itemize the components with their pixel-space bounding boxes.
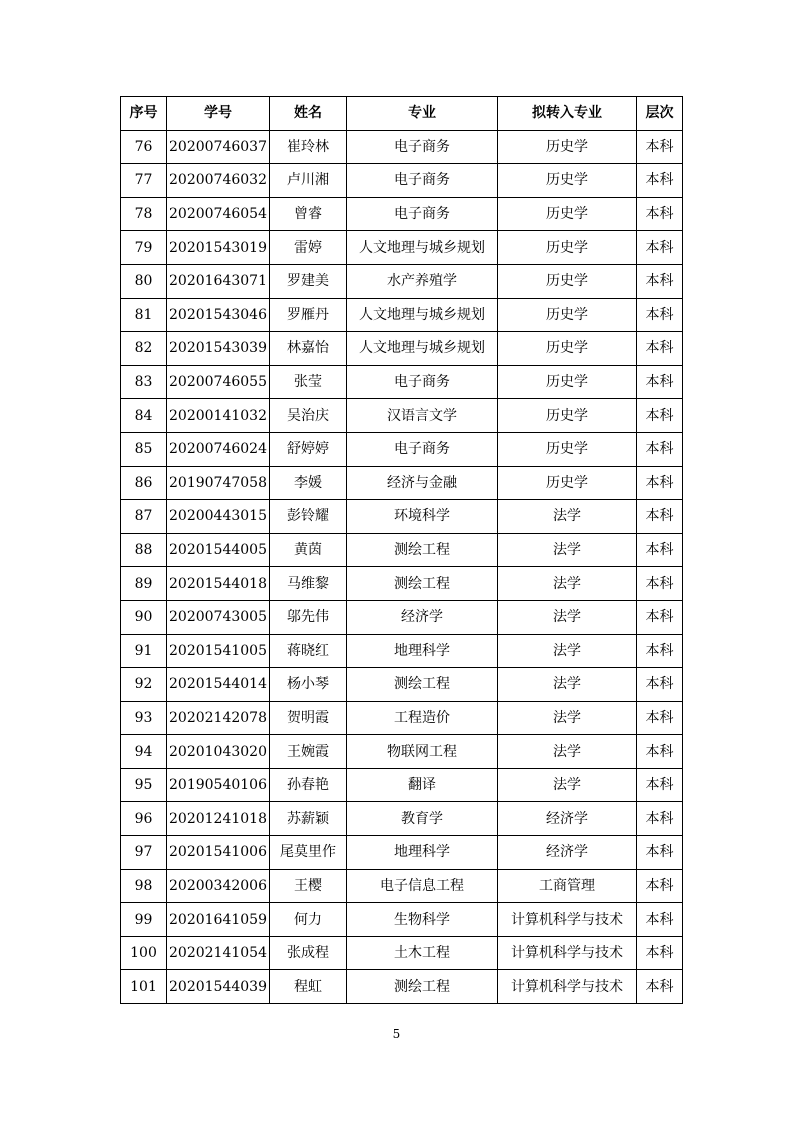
table-row bbox=[121, 903, 683, 937]
cell-student-id: 20201543046 bbox=[167, 298, 270, 332]
cell-serial-number: 79 bbox=[121, 231, 167, 265]
page-number: 5 bbox=[392, 1027, 401, 1041]
cell-level: 本科 bbox=[637, 936, 683, 970]
cell-serial-number: 100 bbox=[121, 936, 167, 970]
cell-target-major: 历史学 bbox=[498, 365, 637, 399]
cell-name: 尾莫里作 bbox=[270, 836, 347, 870]
cell-name: 蒋晓红 bbox=[270, 634, 347, 668]
cell-serial-number: 77 bbox=[121, 164, 167, 198]
cell-target-major: 法学 bbox=[498, 600, 637, 634]
cell-serial-number: 97 bbox=[121, 836, 167, 870]
cell-serial-number: 101 bbox=[121, 970, 167, 1004]
student-transfer-table bbox=[120, 96, 683, 1004]
cell-serial-number: 89 bbox=[121, 567, 167, 601]
cell-student-id: 20201543039 bbox=[167, 332, 270, 366]
cell-target-major: 计算机科学与技术 bbox=[498, 936, 637, 970]
cell-major: 电子商务 bbox=[347, 164, 498, 198]
cell-target-major: 法学 bbox=[498, 500, 637, 534]
table-row bbox=[121, 802, 683, 836]
table-row bbox=[121, 768, 683, 802]
cell-level: 本科 bbox=[637, 533, 683, 567]
cell-level: 本科 bbox=[637, 264, 683, 298]
cell-serial-number: 85 bbox=[121, 432, 167, 466]
cell-level: 本科 bbox=[637, 231, 683, 265]
table-row bbox=[121, 936, 683, 970]
cell-target-major: 历史学 bbox=[498, 231, 637, 265]
cell-major: 电子信息工程 bbox=[347, 869, 498, 903]
cell-target-major: 计算机科学与技术 bbox=[498, 903, 637, 937]
cell-name: 张成程 bbox=[270, 936, 347, 970]
cell-name: 黄茵 bbox=[270, 533, 347, 567]
cell-target-major: 法学 bbox=[498, 768, 637, 802]
cell-major: 物联网工程 bbox=[347, 735, 498, 769]
cell-level: 本科 bbox=[637, 634, 683, 668]
cell-name: 罗雁丹 bbox=[270, 298, 347, 332]
cell-major: 地理科学 bbox=[347, 836, 498, 870]
cell-serial-number: 86 bbox=[121, 466, 167, 500]
header-major: 专业 bbox=[347, 97, 498, 131]
table-row bbox=[121, 432, 683, 466]
cell-target-major: 历史学 bbox=[498, 130, 637, 164]
cell-student-id: 20200746037 bbox=[167, 130, 270, 164]
cell-serial-number: 81 bbox=[121, 298, 167, 332]
cell-level: 本科 bbox=[637, 869, 683, 903]
cell-level: 本科 bbox=[637, 735, 683, 769]
table-row bbox=[121, 701, 683, 735]
cell-level: 本科 bbox=[637, 668, 683, 702]
cell-student-id: 20201541005 bbox=[167, 634, 270, 668]
cell-name: 舒婷婷 bbox=[270, 432, 347, 466]
cell-major: 工程造价 bbox=[347, 701, 498, 735]
cell-major: 土木工程 bbox=[347, 936, 498, 970]
table-row bbox=[121, 869, 683, 903]
cell-level: 本科 bbox=[637, 903, 683, 937]
cell-student-id: 20190540106 bbox=[167, 768, 270, 802]
cell-serial-number: 98 bbox=[121, 869, 167, 903]
cell-target-major: 历史学 bbox=[498, 332, 637, 366]
cell-serial-number: 93 bbox=[121, 701, 167, 735]
cell-major: 环境科学 bbox=[347, 500, 498, 534]
header-level: 层次 bbox=[637, 97, 683, 131]
table-row bbox=[121, 231, 683, 265]
cell-name: 王樱 bbox=[270, 869, 347, 903]
table-row bbox=[121, 836, 683, 870]
cell-target-major: 法学 bbox=[498, 701, 637, 735]
table-row bbox=[121, 970, 683, 1004]
cell-serial-number: 76 bbox=[121, 130, 167, 164]
cell-major: 测绘工程 bbox=[347, 668, 498, 702]
cell-major: 测绘工程 bbox=[347, 567, 498, 601]
table-row bbox=[121, 298, 683, 332]
cell-name: 卢川湘 bbox=[270, 164, 347, 198]
cell-major: 人文地理与城乡规划 bbox=[347, 332, 498, 366]
cell-level: 本科 bbox=[637, 567, 683, 601]
cell-level: 本科 bbox=[637, 466, 683, 500]
cell-level: 本科 bbox=[637, 164, 683, 198]
cell-target-major: 法学 bbox=[498, 668, 637, 702]
cell-level: 本科 bbox=[637, 836, 683, 870]
cell-student-id: 20200746055 bbox=[167, 365, 270, 399]
cell-major: 电子商务 bbox=[347, 130, 498, 164]
cell-major: 经济学 bbox=[347, 600, 498, 634]
cell-student-id: 20200141032 bbox=[167, 399, 270, 433]
cell-student-id: 20201544005 bbox=[167, 533, 270, 567]
cell-major: 地理科学 bbox=[347, 634, 498, 668]
cell-target-major: 法学 bbox=[498, 567, 637, 601]
cell-major: 经济与金融 bbox=[347, 466, 498, 500]
cell-major: 汉语言文学 bbox=[347, 399, 498, 433]
cell-student-id: 20200743005 bbox=[167, 600, 270, 634]
cell-serial-number: 78 bbox=[121, 197, 167, 231]
cell-name: 崔玲林 bbox=[270, 130, 347, 164]
cell-major: 人文地理与城乡规划 bbox=[347, 231, 498, 265]
cell-name: 苏薪颖 bbox=[270, 802, 347, 836]
cell-serial-number: 96 bbox=[121, 802, 167, 836]
cell-serial-number: 94 bbox=[121, 735, 167, 769]
cell-name: 马维黎 bbox=[270, 567, 347, 601]
cell-student-id: 20190747058 bbox=[167, 466, 270, 500]
cell-student-id: 20201643071 bbox=[167, 264, 270, 298]
cell-level: 本科 bbox=[637, 600, 683, 634]
cell-level: 本科 bbox=[637, 298, 683, 332]
cell-major: 生物科学 bbox=[347, 903, 498, 937]
cell-major: 电子商务 bbox=[347, 197, 498, 231]
cell-student-id: 20201043020 bbox=[167, 735, 270, 769]
cell-target-major: 法学 bbox=[498, 735, 637, 769]
cell-target-major: 历史学 bbox=[498, 432, 637, 466]
cell-name: 贺明霞 bbox=[270, 701, 347, 735]
cell-major: 教育学 bbox=[347, 802, 498, 836]
cell-level: 本科 bbox=[637, 197, 683, 231]
header-target-major: 拟转入专业 bbox=[498, 97, 637, 131]
cell-target-major: 法学 bbox=[498, 533, 637, 567]
cell-level: 本科 bbox=[637, 500, 683, 534]
cell-target-major: 工商管理 bbox=[498, 869, 637, 903]
cell-student-id: 20200746024 bbox=[167, 432, 270, 466]
cell-name: 王婉霞 bbox=[270, 735, 347, 769]
table-header-row bbox=[121, 97, 683, 131]
cell-name: 杨小琴 bbox=[270, 668, 347, 702]
cell-name: 彭铃耀 bbox=[270, 500, 347, 534]
cell-major: 电子商务 bbox=[347, 432, 498, 466]
cell-student-id: 20201544039 bbox=[167, 970, 270, 1004]
table-row bbox=[121, 668, 683, 702]
table-row bbox=[121, 399, 683, 433]
cell-target-major: 经济学 bbox=[498, 802, 637, 836]
cell-serial-number: 80 bbox=[121, 264, 167, 298]
cell-level: 本科 bbox=[637, 432, 683, 466]
cell-name: 程虹 bbox=[270, 970, 347, 1004]
cell-name: 李媛 bbox=[270, 466, 347, 500]
cell-name: 林嘉怡 bbox=[270, 332, 347, 366]
cell-serial-number: 88 bbox=[121, 533, 167, 567]
cell-major: 测绘工程 bbox=[347, 970, 498, 1004]
table-row bbox=[121, 197, 683, 231]
cell-major: 电子商务 bbox=[347, 365, 498, 399]
cell-name: 邬先伟 bbox=[270, 600, 347, 634]
cell-student-id: 20200746054 bbox=[167, 197, 270, 231]
table-row bbox=[121, 500, 683, 534]
table-row bbox=[121, 634, 683, 668]
cell-serial-number: 91 bbox=[121, 634, 167, 668]
header-name: 姓名 bbox=[270, 97, 347, 131]
cell-major: 水产养殖学 bbox=[347, 264, 498, 298]
table-row bbox=[121, 600, 683, 634]
table-row bbox=[121, 567, 683, 601]
table-body bbox=[121, 130, 683, 1003]
cell-student-id: 20201543019 bbox=[167, 231, 270, 265]
cell-name: 曾睿 bbox=[270, 197, 347, 231]
cell-name: 何力 bbox=[270, 903, 347, 937]
table-row bbox=[121, 332, 683, 366]
cell-target-major: 计算机科学与技术 bbox=[498, 970, 637, 1004]
table-row bbox=[121, 735, 683, 769]
cell-student-id: 20201241018 bbox=[167, 802, 270, 836]
table-row bbox=[121, 365, 683, 399]
cell-student-id: 20200746032 bbox=[167, 164, 270, 198]
cell-serial-number: 99 bbox=[121, 903, 167, 937]
cell-student-id: 20201641059 bbox=[167, 903, 270, 937]
cell-major: 人文地理与城乡规划 bbox=[347, 298, 498, 332]
cell-serial-number: 84 bbox=[121, 399, 167, 433]
cell-level: 本科 bbox=[637, 332, 683, 366]
table-row bbox=[121, 130, 683, 164]
cell-major: 测绘工程 bbox=[347, 533, 498, 567]
cell-serial-number: 82 bbox=[121, 332, 167, 366]
cell-student-id: 20201541006 bbox=[167, 836, 270, 870]
cell-target-major: 历史学 bbox=[498, 399, 637, 433]
cell-serial-number: 83 bbox=[121, 365, 167, 399]
cell-student-id: 20202142078 bbox=[167, 701, 270, 735]
cell-target-major: 历史学 bbox=[498, 466, 637, 500]
cell-name: 张莹 bbox=[270, 365, 347, 399]
cell-serial-number: 92 bbox=[121, 668, 167, 702]
cell-target-major: 经济学 bbox=[498, 836, 637, 870]
cell-target-major: 历史学 bbox=[498, 197, 637, 231]
table-row bbox=[121, 264, 683, 298]
cell-major: 翻译 bbox=[347, 768, 498, 802]
cell-level: 本科 bbox=[637, 130, 683, 164]
cell-name: 雷婷 bbox=[270, 231, 347, 265]
cell-level: 本科 bbox=[637, 802, 683, 836]
cell-student-id: 20201544014 bbox=[167, 668, 270, 702]
header-serial-number: 序号 bbox=[121, 97, 167, 131]
cell-name: 吴治庆 bbox=[270, 399, 347, 433]
cell-serial-number: 95 bbox=[121, 768, 167, 802]
header-student-id: 学号 bbox=[167, 97, 270, 131]
cell-level: 本科 bbox=[637, 701, 683, 735]
cell-student-id: 20201544018 bbox=[167, 567, 270, 601]
table-row bbox=[121, 533, 683, 567]
cell-student-id: 20200342006 bbox=[167, 869, 270, 903]
cell-level: 本科 bbox=[637, 768, 683, 802]
cell-target-major: 历史学 bbox=[498, 264, 637, 298]
table-row bbox=[121, 164, 683, 198]
cell-target-major: 历史学 bbox=[498, 164, 637, 198]
table-row bbox=[121, 466, 683, 500]
cell-student-id: 20202141054 bbox=[167, 936, 270, 970]
cell-serial-number: 87 bbox=[121, 500, 167, 534]
cell-level: 本科 bbox=[637, 399, 683, 433]
cell-serial-number: 90 bbox=[121, 600, 167, 634]
cell-name: 罗建美 bbox=[270, 264, 347, 298]
cell-level: 本科 bbox=[637, 970, 683, 1004]
cell-target-major: 法学 bbox=[498, 634, 637, 668]
cell-target-major: 历史学 bbox=[498, 298, 637, 332]
cell-level: 本科 bbox=[637, 365, 683, 399]
cell-name: 孙春艳 bbox=[270, 768, 347, 802]
cell-student-id: 20200443015 bbox=[167, 500, 270, 534]
